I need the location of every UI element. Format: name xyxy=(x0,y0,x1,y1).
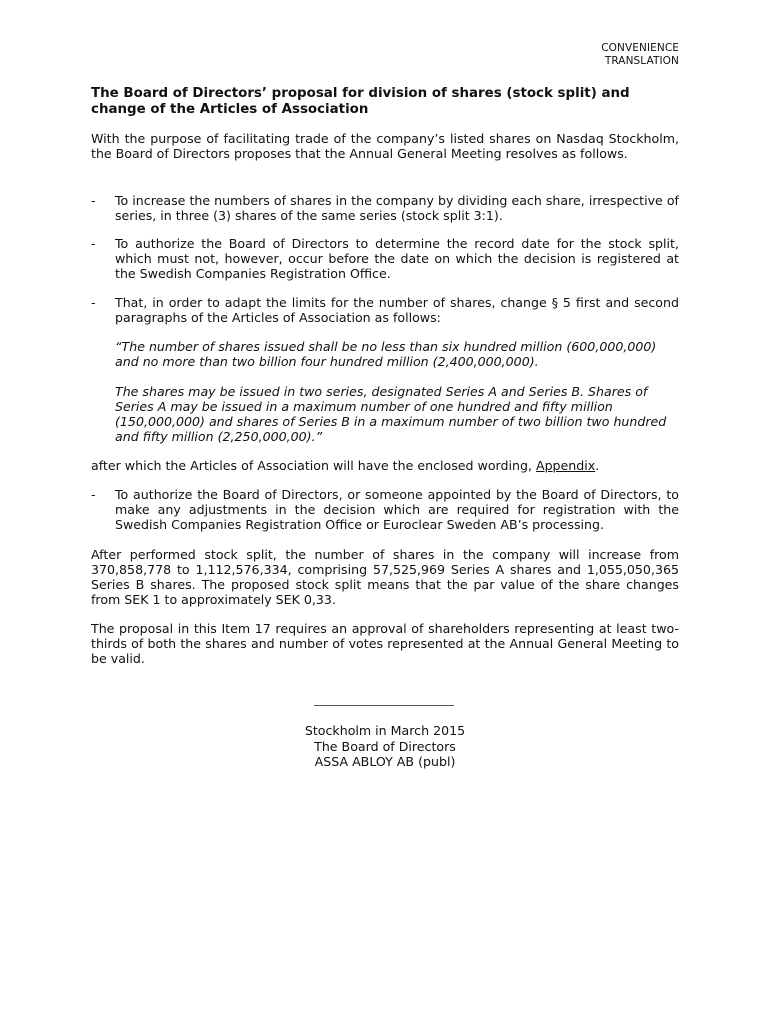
bullet-dash: - xyxy=(91,236,96,251)
bullet-item-adjustments xyxy=(91,487,679,532)
signature-divider xyxy=(314,705,454,706)
approval-requirement-paragraph: The proposal in this Item 17 requires an approval of shareholders representing at least two-thirds of both the shares and number of votes represented at the Annual General Meeting to be valid. xyxy=(91,621,679,666)
bullet-item-articles-change xyxy=(91,295,679,325)
bullet-item-record-date xyxy=(91,236,679,281)
signature-body: The Board of Directors xyxy=(314,738,456,754)
articles-quote-paragraph-1: “The number of shares issued shall be no less than six hundred million (600,000,000) and no more than two billion four hundred million (2,400,000,000). xyxy=(115,339,657,369)
signature-block xyxy=(0,723,770,770)
appendix-link[interactable]: Appendix xyxy=(535,458,596,473)
intro-paragraph: With the purpose of facilitating trade of the company’s listed shares on Nasdaq Stockholm, the Board of Directors proposes that the Annual General Meeting resolves as follows. xyxy=(91,131,679,161)
convenience-translation-note xyxy=(601,42,679,68)
appendix-reference xyxy=(91,458,679,473)
appendix-reference-text: after which the Articles of Association will have the enclosed wording, xyxy=(91,458,536,473)
articles-quote-paragraph-2: The shares may be issued in two series, designated Series A and Series B. Shares of Series A may be issued in a maximum number of one hundred and fifty million (150,000,000) and shares of Series B in a maximum number of two billion two hundred and fifty million (2,250,000,00).” xyxy=(115,384,667,444)
bullet-item-stock-split xyxy=(91,193,679,223)
bullet-dash: - xyxy=(91,193,96,208)
bullet-text: That, in order to adapt the limits for the number of shares, change § 5 first and second paragraphs of the Articles of Association as follows: xyxy=(115,295,679,325)
bullet-text: To authorize the Board of Directors, or someone appointed by the Board of Directors, to make any adjustments in the decision which are required for registration with the Swedish Companies Registration Office or Euroclear Sweden AB’s processing. xyxy=(115,487,679,532)
header-note-line2: TRANSLATION xyxy=(604,55,679,67)
header-note-line1: CONVENIENCE xyxy=(601,42,679,54)
appendix-reference-period: . xyxy=(595,458,600,473)
stock-split-result-paragraph: After performed stock split, the number of shares in the company will increase from 370,858,778 to 1,112,576,334, comprising 57,525,969 Series A shares and 1,055,050,365 Series B shares. The proposed stock split means that the par value of the share changes from SEK 1 to approximately SEK 0,33. xyxy=(91,547,679,607)
signature-place-date: Stockholm in March 2015 xyxy=(304,723,466,738)
bullet-dash: - xyxy=(91,487,96,502)
document-title: The Board of Directors’ proposal for division of shares (stock split) and change of the Articles of Association xyxy=(91,86,630,117)
bullet-text: To increase the numbers of shares in the company by dividing each share, irrespective of series, in three (3) shares of the same series (stock split 3:1). xyxy=(115,193,679,223)
signature-company: ASSA ABLOY AB (publ) xyxy=(314,754,456,769)
bullet-dash: - xyxy=(91,295,96,310)
bullet-text: To authorize the Board of Directors to determine the record date for the stock split, which must not, however, occur before the date on which the decision is registered at the Swedish Companies Registration Office. xyxy=(115,236,679,281)
